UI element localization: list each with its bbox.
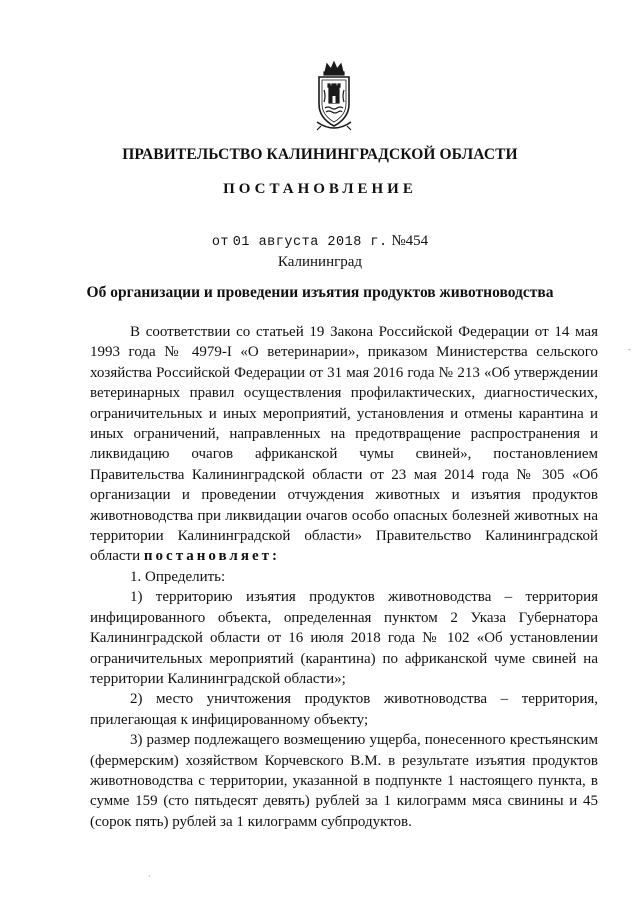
document-city: Калининград (277, 254, 363, 270)
date-prefix: от (211, 235, 230, 250)
preamble-paragraph (90, 322, 598, 567)
list-item: 3) размер подлежащего возмещению ущерба, понесенного крестьянским (фермерским) хозяйством Корчевского В.М. в результате изъятия продуктов животноводства с территории, указанной в подпункте 1 настоящего пункта, в сумме 159 (сто пятьдесят девять) рублей за 1 килограмм мяса свинины и 45 (сорок пять) рублей за 1 килограмм субпродуктов. (90, 732, 598, 830)
document-body (90, 322, 598, 832)
document-type: ПОСТАНОВЛЕНИЕ (223, 181, 417, 197)
document-date: 01 августа 2018 г. (232, 235, 388, 250)
scan-artifact-mark: - (628, 345, 631, 354)
date-line (0, 233, 640, 250)
preamble-text: В соответствии со статьей 19 Закона Российской Федерации от 14 мая 1993 года № 4979-I «О ветеринарии», приказом Министерства сельского хозяйства Российской Федерации от 31 мая 2016 года № 213 «Об утверждении ветеринарных правил осуществления профилактических, диагностических, ограничительных и иных мероприятий, установления и отмены карантина и иных ограничений, направленных на предотвращение распространения и ликвидацию очагов африканской чумы свиней», постановлением Правительства Калининградской области от 23 мая 2014 года № 305 «Об организации и проведении отчуждения животных и изъятия продуктов животноводства при ликвидации очагов особо опасных болезней животных на территории Калининградской области» Правительство Калининградской области (90, 324, 598, 565)
scan-artifact-dot: · (148, 872, 151, 881)
resolves-word: постановляет: (143, 548, 280, 565)
list-item: 2) место уничтожения продуктов животноводства – территория, прилегающая к инфицированному объекту; (90, 691, 598, 728)
organization-name: ПРАВИТЕЛЬСТВО КАЛИНИНГРАДСКОЙ ОБЛАСТИ (122, 146, 518, 163)
document-number: №454 (391, 233, 429, 249)
list-item: 1. Определить: (130, 568, 226, 585)
kaliningrad-coat-of-arms-icon (313, 60, 355, 136)
list-item: 1) территорию изъятия продуктов животноводства – территория инфицированного объекта, определенная пунктом 2 Указа Губернатора Калининградской области от 16 июля 2018 года № 102 «Об установлении ограничительных мероприятий (карантина) по африканской чуме свиней на территории Калининградской области»; (90, 589, 598, 687)
document-subject: Об организации и проведении изъятия продуктов животноводства (86, 284, 554, 301)
